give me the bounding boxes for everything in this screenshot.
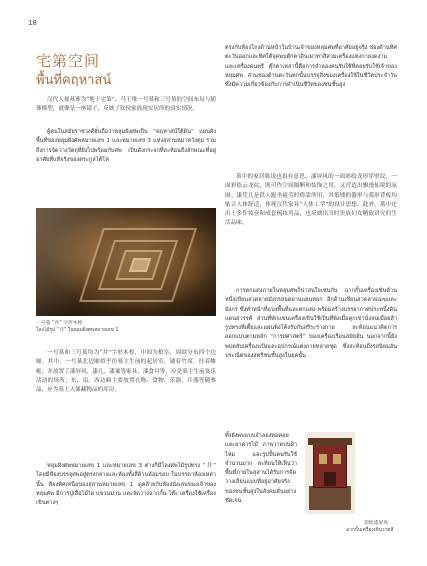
paragraph-zh-coffin: 一号墓和三号墓均为“井”字形木椁，中间为棺室，周围分布四个边厢。其中，一号墓北边厢似乎仿墓主生前的起居室，铺着竹席，挂着帷帐，并放置了漆屏风、漆几、漆案等家具，漆食具等，应是墓主生前宴乐活动的场所；东、南、西边厢主要放置衣物、食物、乐器、兵器等随葬品，应为墓主人储藏物品的库房。 [36,350,216,394]
paragraph-zh-furnishings: 墓中的家居陈设也很有意思。漆屏风的一面彩绘龙形穿壁纹，一面彩绘云龙纹，既可作空间隔断和装饰之用，又营造出飘逸仙境的氛围；漆凭几是供人跪坐疲劳时倚靠所用，其低矮的器形与弧形背板均贴合人体舒适，体现汉代家具“人体工学”的设计思想。此外，墓中还出土多件妆奁和成套梳妆用品，也反映出当时贵族妇女精致讲究的生活品味。 [225,174,397,227]
paragraph-th-intro: ผู้คนในสมัยราชวงศ์ฮั่นถือว่าหลุมฝังศพเป็น “คฤหาสน์ใต้ดิน” แผนผังพื้นที่ของหลุมฝังศพหมายเลข 1 และหมายเลข 3 แห่งสุสานหม่าหวังตุย รวมถึงการจัดวางวัตถุที่ฝังไปพร้อมกับศพ เป็นดั่งกระจกที่สะท้อนถึงลักษณะที่อยู่อาศัยที่แท้จริงของตระกูลไต้โห [36,129,216,163]
screen-caption-thai: ฉากกั้นเครื่องเขินวาดสี [346,528,394,533]
wooden-coffin-photo [36,208,216,316]
screen-caption-chinese: 彩绘漆屏风 [364,521,388,526]
lacquer-screen-photo [305,432,355,514]
section-title-thai: พื้นที่คฤหาสน์ [36,73,112,88]
paragraph-th-furnishings: การตกแต่งภายในหลุมศพก็น่าสนใจเช่นกัน ฉากกั้นเครื่องเขินด้านหนึ่งเขียนลวดลายมังกรสอดผ่านแผ่นหยก อีกด้านเขียนลวดลายเมฆและมังกร ซึ่งทำหน้าที่แบ่งพื้นที่และตกแต่ง พร้อมสร้างบรรยากาศประหนึ่งดินแดนสวรรค์ ส่วนที่พักแขนเครื่องเขินใช้เป็นที่พิงเมื่อคุกเข่านั่งจนเมื่อยล้า รูปทรงที่เตี้ยและแผ่นพิงโค้งรับกับสรีระร่างกาย สะท้อนแนวคิดการออกแบบตามหลัก “การยศาสตร์” ของเครื่องเรือนสมัยฮั่น นอกจากนี้ยังพบตลับเครื่องแป้งและอุปกรณ์แต่งกายหลายชุด ซึ่งสะท้อนถึงรสนิยมอันประณีตของสตรีชนชั้นสูงในยุคนั้น [225,288,397,360]
photo-caption-thai: โลงไม้รูป “井” ในหลุมฝังศพหมายเลข 1 [36,328,119,333]
page-number: 18 [28,19,37,27]
paragraph-th-coffin: หลุมฝังศพหมายเลข 1 และหมายเลข 3 ต่างก็มีโลงศพไม้รูปทรง “井” โดยมีห้องบรรจุศพอยู่ตรงกลางและห้องทั้งสี่ด้านล้อมรอบ ในบรรดาห้องเหล่านั้น ห้องทิศเหนือของสุสานหมายเลข 1 ดูคล้ายกับห้องนั่งเล่นของเจ้าของหลุมศพ มีการปูเสื่อไม้ไผ่ แขวนม่าน และจัดวางฉากกั้น โต๊ะ เครื่องใช้เครื่องเขินต่างๆ [36,463,216,507]
section-title-chinese: 宅第空间 [36,52,101,70]
paragraph-zh-intro: 汉代人视墓葬为“地下宅第”，马王堆一号墓和三号墓的空间布局与随葬模型，就像是一座镜子，反映了钦侯家族现实居所的真实情况。 [36,97,216,113]
photo-caption-chinese: 一号墓 “井” 字形木椁 [36,321,83,326]
paragraph-th-models: ทั้งยังพบแบบจำลองหอคอยและอาคารไม้ ภาพวาดบนผ้าไหม และรูปปั้นคนรับใช้จำนวนมาก สะท้อนให้เห็นว่าพื้นที่ภายในสุสานได้รับการจัดวางเลียนแบบที่อยู่อาศัยจริงของชนชั้นสูงในสังคมฮั่นอย่างชัดเจน [225,433,297,505]
paragraph-th-continued: ตรงกับห้องโถงด้านหน้าในบ้านเจ้าของหลุมศพที่อาศัยอยู่จริง ช่องด้านทิศตะวันออกและทิศใต้จุดพบตุ๊กตาดินเผาทาสีสวมเครื่องแต่งกายงดงามและเครื่องดนตรี ตุ๊กตาเหล่านี้คือการจำลองคนรับใช้ที่คอยรับใช้เจ้าของหลุมศพ ส่วนช่องด้านตะวันตกนั้นบรรจุสิ่งของเครื่องใช้ในชีวิตประจำวัน ซึ่งมีความเกี่ยวข้องกับการดำเนินชีวิตของชนชั้นสูง [225,45,397,89]
